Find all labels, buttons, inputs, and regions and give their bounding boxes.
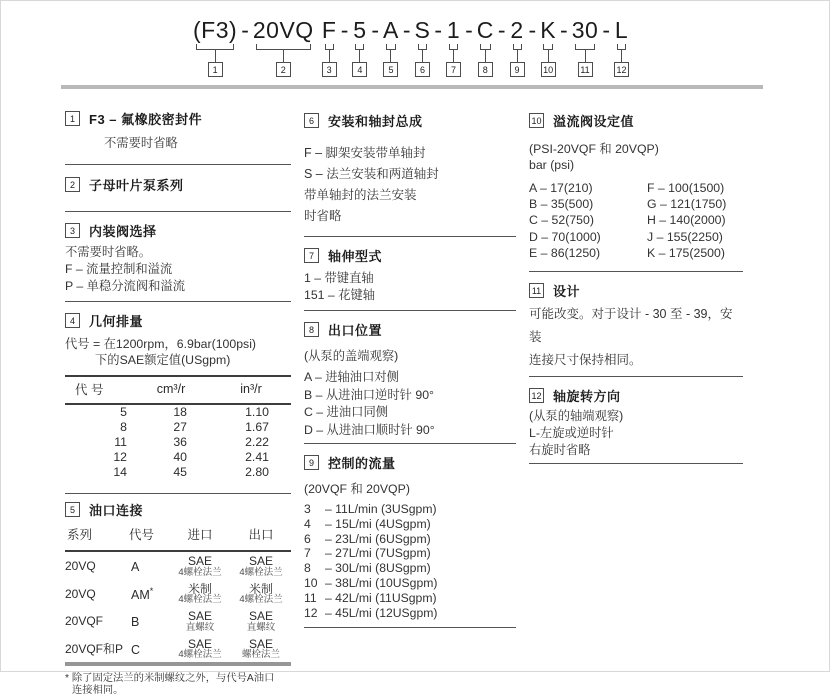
flow-code: 6 [304,531,311,546]
table-cell [231,551,291,580]
option-list [65,244,291,295]
outlet-subtype: 4螺栓法兰 [239,566,283,578]
section-number-box: 5 [65,502,80,517]
table-cell [169,580,231,608]
table-cell: 2.80 [245,465,269,479]
position-number-box: 6 [415,62,430,77]
flow-code: 4 [304,516,311,531]
inlet-type: SAE [188,609,213,623]
table-cell: 12 [113,450,127,464]
section-header [529,111,743,130]
section-4-displacement [65,311,291,494]
table-cell [231,635,291,665]
model-code-segment [446,17,477,77]
text-line [304,591,516,606]
section-10-relief-setting [529,111,743,272]
connector-line [390,50,391,62]
text-line: A – 进轴油口对侧 [304,370,399,384]
connector-line [485,50,486,62]
outlet-subtype: 螺栓法兰 [241,649,280,660]
text-line [304,576,516,591]
table-cell: 8 [120,420,127,434]
section-divider [529,376,743,377]
left-column [65,99,291,697]
position-number-box: 10 [541,62,556,77]
section-header [65,500,291,519]
section-title: 内装阀选择 [89,224,157,239]
text-line: B – 从进油口逆时针 90° [304,387,434,402]
section-header [304,320,516,339]
inlet-subtype: 直螺纹 [185,621,215,633]
section-header [65,221,291,240]
table-cell [123,635,169,665]
model-code-part: (F3) [193,17,238,43]
model-code-diagram [1,17,829,77]
section-5-port-connections [65,500,291,697]
position-number-box: 4 [352,62,367,77]
table-cell [123,607,169,635]
section-12-rotation [529,386,743,464]
outlet-subtype: 4螺栓法兰 [239,594,283,605]
model-code-segment [352,17,383,77]
model-code-segment [540,17,572,77]
table-cell: 1.10 [245,405,269,419]
section-divider [65,493,291,494]
section-number-box: 3 [65,223,80,238]
position-number-box: 7 [446,62,461,77]
section-subtitle: (20VQF 和 20VQP) [304,482,410,496]
text-line: 下的SAE额定值(USgpm) [95,353,231,367]
section-number-box: 8 [304,322,319,337]
flow-code: 7 [304,546,311,561]
right-column [529,99,743,473]
text-line: E – 86(1250) [529,245,601,260]
inlet-type: 米制 [188,581,213,596]
code-separator: - [602,17,610,43]
option-list [304,270,516,304]
position-number-box: 8 [478,62,493,77]
section-9-controlled-flow [304,453,516,628]
model-code-column [415,17,431,77]
section-divider [529,271,743,272]
inlet-subtype: 4螺栓法兰 [178,594,222,605]
table-cell: 20VQ [65,559,96,574]
section-header [529,281,743,300]
connector-line [422,50,423,62]
table-cell: 20VQF [65,614,104,629]
text-line: 时省略 [304,209,342,223]
text-line: 1 – 带键直轴 [304,271,374,285]
text-line: 右旋时省略 [529,443,591,458]
model-code-segment [510,17,541,77]
connector-line [453,50,454,62]
position-number-box: 5 [383,62,398,77]
section-title: 设计 [553,284,581,300]
flow-code: 12 [304,605,318,620]
table-row [65,435,291,450]
table-cell: 27 [173,420,187,434]
section-subtitle: bar (psi) [529,158,575,172]
text-line: J – 155(2250) [647,229,723,244]
section-number-box: 12 [529,388,544,403]
table-cell [169,551,231,580]
table-cell: 14 [113,465,127,479]
model-code-segment [193,17,253,77]
section-title: 溢流阀设定值 [553,114,635,129]
table-cell [123,551,169,580]
model-code-part: 2 [510,17,524,43]
model-code-column [477,17,494,77]
model-code-column [572,17,599,77]
table-cell [169,635,231,665]
model-code-segment [614,17,637,77]
model-code-segment [253,17,322,77]
middle-column [304,99,516,637]
column-header: 代 号 [65,376,131,404]
section-number-box: 2 [65,177,80,192]
text-line: A – 17(210) [529,181,593,195]
section-header [304,111,516,130]
section-title: 油口连接 [89,503,144,518]
code-separator: - [434,17,443,43]
text-line [304,546,516,561]
model-code-part: F [321,17,337,43]
section-number-box: 1 [65,111,80,126]
code-separator: - [241,17,249,43]
section-title: F3 – 氟橡胶密封件 [89,112,203,127]
text-line: (从泵的轴端观察) [529,409,624,424]
table-cell: 40 [173,450,187,464]
table-header-row [65,523,291,551]
section-number-box: 9 [304,455,319,470]
code-separator: - [465,17,473,43]
text-line: 可能改变。对于设计 - 30 至 - 39，安装 [529,307,733,345]
table-header-row [65,376,291,404]
position-number-box: 3 [322,62,337,77]
section-2-series [65,175,291,212]
section-title: 子母叶片泵系列 [89,178,184,193]
outlet-type: SAE [248,636,273,651]
text-line: C – 进油口同侧 [304,405,389,419]
flow-code: 10 [304,575,318,590]
section-title: 控制的流量 [328,456,396,471]
table-cell [231,580,291,608]
outlet-subtype: 直螺纹 [246,621,276,633]
text-block [529,408,743,459]
footnote-line: 连接相同。 [72,684,124,696]
section-subtitle: (PSI-20VQF 和 20VQP) [529,142,659,156]
text-line: 连接尺寸保持相同。 [529,353,642,368]
connector-line [215,50,216,62]
section-divider [304,310,516,311]
section-number-box: 6 [304,113,319,128]
section-title: 轴旋转方向 [553,389,621,405]
model-code-part: 30 [571,17,599,43]
section-header [304,246,516,265]
model-code-part: A [383,17,399,43]
table-cell [231,607,291,635]
model-code-column [193,17,237,77]
connector-line [283,50,284,62]
footnote-line: * 除了固定法兰的米制螺纹之外，与代号A油口 [65,673,275,684]
text-line [304,532,516,547]
section-number-box: 7 [304,248,319,263]
connector-line [548,50,549,62]
text-line: B – 35(500) [529,197,594,212]
text-line: 代号 = 在1200rpm，6.9bar(100psi) [65,337,257,351]
section-divider [304,627,516,628]
connector-line [359,50,360,62]
table-row [65,551,291,580]
table-cell: 45 [173,465,187,479]
model-code-part: L [614,17,629,43]
text-line: F – 100(1500) [647,181,725,195]
connector-line [621,50,622,62]
text-line: 151 – 花键轴 [304,288,376,302]
flow-value: – 11L/min (3USgpm) [325,502,437,516]
inlet-type: SAE [188,636,213,651]
footnote [65,673,291,697]
text-line: L-左旋或逆时针 [529,426,614,441]
code-separator: - [528,17,537,43]
section-title: 轴伸型式 [328,249,383,264]
model-code-segment [322,17,353,77]
text-line: K – 175(2500) [647,245,725,260]
model-code-segment [572,17,614,77]
model-code-column [352,17,367,77]
table-cell: 20VQ [65,586,96,601]
column-header: 进口 [169,523,231,551]
text-line: H – 140(2000) [647,213,726,228]
code-separator: - [560,17,568,43]
table-row [65,635,291,665]
model-code-column [383,17,399,77]
port-code: C [131,642,141,657]
section-number-box: 11 [529,283,544,298]
table-cell: 11 [114,435,127,449]
table-row [65,607,291,635]
header-divider [61,85,763,89]
table-cell [169,607,231,635]
text-line: S – 法兰安装和两道轴封 [304,167,439,181]
table-row [65,580,291,608]
flow-value: – 15L/mi (4USgpm) [325,516,431,531]
text-line: P – 单稳分流阀和溢流 [65,279,186,293]
flow-value: – 45L/mi (12USgpm) [325,605,438,620]
model-code-part: K [540,17,557,43]
text-line: C – 52(750) [529,213,594,228]
flow-value: – 30L/mi (8USgpm) [325,561,431,576]
column-header: in³/r [211,376,291,404]
outlet-type: SAE [248,554,273,568]
model-code-column [614,17,629,77]
section-header [529,386,743,405]
table-cell: 18 [173,405,187,419]
section-divider [304,236,516,237]
flow-list [304,502,516,620]
column-header: 出口 [231,523,291,551]
position-number-box: 12 [614,62,629,77]
section-7-shaft-type [304,246,516,311]
table-cell: 36 [173,435,187,449]
port-code: A [131,560,140,575]
code-separator: - [402,17,411,43]
section-divider [304,443,516,444]
model-code-segment [383,17,415,77]
section-title: 安装和轴封总成 [328,114,423,129]
connector-line [585,50,586,62]
flow-value: – 23L/mi (6USgpm) [325,531,431,546]
column-header: 系列 [65,523,123,551]
text-line: 带单轴封的法兰安装 [304,188,417,202]
connector-line [329,50,330,62]
table-row [65,404,291,420]
position-number-box: 11 [578,62,593,77]
model-code-part: C [476,17,494,43]
section-11-design [529,281,743,377]
table-cell [123,580,169,608]
table-row [65,420,291,435]
table-cell: 1.67 [245,420,269,434]
model-code-part: S [414,17,431,43]
table-row [65,465,291,485]
flow-code: 11 [304,590,317,605]
table-cell: 2.41 [245,450,269,464]
text-line: F – 流量控制和溢流 [65,262,173,276]
section-divider [65,301,291,302]
flow-value: – 42L/mi (11USgpm) [325,590,437,605]
port-connection-table [65,523,291,666]
model-code-column [510,17,525,77]
section-number-box: 4 [65,313,80,328]
text-line: G – 121(1750) [647,197,727,212]
flow-code: 3 [304,502,311,516]
position-number-box: 1 [208,62,223,77]
section-header [65,311,291,330]
model-code-part: 5 [353,17,367,43]
section-divider [65,211,291,212]
footnote-marker: * [149,585,154,596]
model-code-segment [415,17,447,77]
table-cell: 5 [120,405,127,419]
text-line: 不需要时省略。 [65,245,152,259]
code-separator: - [340,17,349,43]
inlet-subtype: 4螺栓法兰 [178,566,222,578]
section-title: 几何排量 [89,314,144,329]
text-line: D – 70(1000) [529,229,601,244]
option-list [304,369,516,439]
text-block [529,303,743,372]
section-header [304,453,516,472]
flow-code: 8 [304,561,311,576]
model-code-segment [477,17,510,77]
section-subtitle: (从泵的盖端观察) [304,349,399,363]
text-line: 不需要时省略 [104,136,178,150]
model-code-row [193,17,637,77]
port-code: AM [131,587,150,602]
setting-columns [529,180,743,261]
column-header: 代号 [123,523,169,551]
section-header [65,175,291,194]
text-line [304,606,516,621]
table-cell: 20VQF和P [65,642,124,657]
outlet-type: SAE [248,609,273,623]
displacement-table [65,375,291,485]
setting-column [529,180,633,261]
model-code-column [253,17,314,77]
outlet-type: 米制 [248,581,273,596]
inlet-subtype: 4螺栓法兰 [178,649,222,660]
text-line [304,517,516,532]
connector-line [517,50,518,62]
option-list [304,143,516,227]
inlet-type: SAE [188,554,213,568]
section-1-seal [65,109,291,165]
code-separator: - [497,17,506,43]
text-line: D – 从进油口顺时针 90° [304,422,435,437]
setting-column [647,180,726,261]
flow-value: – 27L/mi (7USgpm) [325,546,431,561]
section-number-box: 10 [529,113,544,128]
table-cell: 2.22 [245,435,269,449]
port-code: B [131,615,140,630]
text-line [304,561,516,576]
column-header: cm³/r [131,376,211,404]
model-code-column [540,17,556,77]
position-number-box: 2 [276,62,291,77]
section-3-valve-option [65,221,291,302]
model-code-column [446,17,461,77]
section-8-outlet-position [304,320,516,444]
text-line [304,502,516,517]
section-6-mounting [304,111,516,237]
model-code-part: 20VQ [252,17,314,43]
model-code-column [322,17,337,77]
text-line: F – 脚架安装带单轴封 [304,146,426,160]
section-divider [529,463,743,464]
position-number-box: 9 [510,62,525,77]
code-separator: - [371,17,380,43]
flow-value: – 38L/mi (10USgpm) [325,575,438,590]
table-row [65,450,291,465]
section-divider [65,164,291,165]
section-header [65,109,291,128]
section-title: 出口位置 [328,323,383,338]
model-code-part: 1 [446,17,461,43]
